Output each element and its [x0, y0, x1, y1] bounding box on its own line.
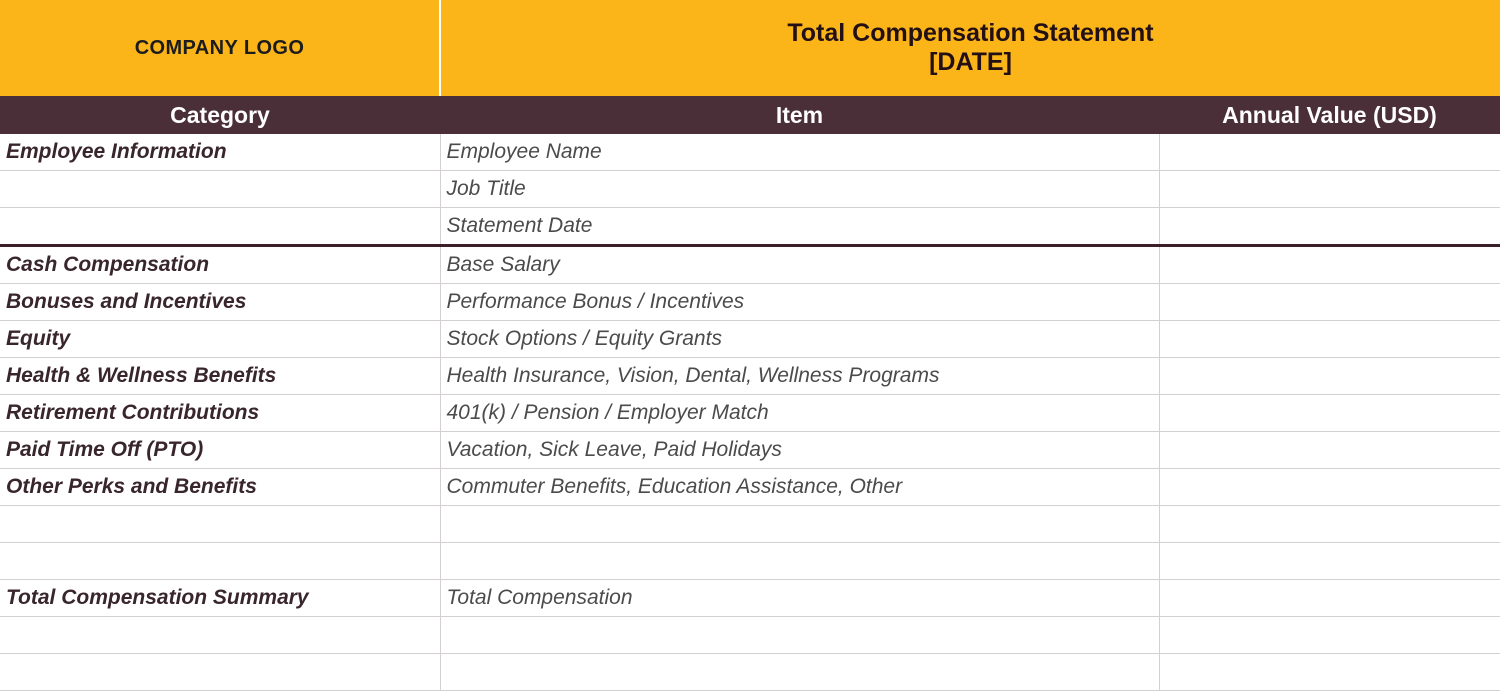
table-row [0, 432, 1500, 469]
row-item-cell[interactable] [440, 617, 1159, 654]
row-category-cell[interactable] [0, 543, 440, 580]
row-item-cell[interactable] [440, 543, 1159, 580]
row-item-cell[interactable]: 401(k) / Pension / Employer Match [440, 395, 1159, 432]
row-category-cell[interactable]: Equity [0, 321, 440, 358]
table-row [0, 134, 1500, 171]
row-item-cell[interactable]: Statement Date [440, 208, 1159, 246]
row-item-cell[interactable] [440, 506, 1159, 543]
table-row [0, 654, 1500, 691]
row-annual-value-cell[interactable] [1159, 208, 1500, 246]
row-item-cell[interactable]: Base Salary [440, 246, 1159, 284]
row-annual-value-cell[interactable] [1159, 580, 1500, 617]
row-item-cell[interactable] [440, 654, 1159, 691]
row-category-cell[interactable] [0, 171, 440, 208]
row-category-cell[interactable]: Employee Information [0, 134, 440, 171]
table-row [0, 246, 1500, 284]
column-header-category: Category [0, 96, 440, 134]
row-item-cell[interactable]: Job Title [440, 171, 1159, 208]
row-annual-value-cell[interactable] [1159, 395, 1500, 432]
row-annual-value-cell[interactable] [1159, 171, 1500, 208]
row-category-cell[interactable]: Other Perks and Benefits [0, 469, 440, 506]
row-category-cell[interactable]: Cash Compensation [0, 246, 440, 284]
table-row [0, 506, 1500, 543]
table-row [0, 395, 1500, 432]
company-logo-text: COMPANY LOGO [134, 36, 305, 59]
row-annual-value-cell[interactable] [1159, 506, 1500, 543]
column-header-item: Item [440, 96, 1159, 134]
table-row [0, 358, 1500, 395]
table-row [0, 284, 1500, 321]
row-item-cell[interactable]: Health Insurance, Vision, Dental, Wellness Programs [440, 358, 1159, 395]
row-item-cell[interactable]: Stock Options / Equity Grants [440, 321, 1159, 358]
row-annual-value-cell[interactable] [1159, 654, 1500, 691]
title-band-row [0, 0, 1500, 96]
row-item-cell[interactable]: Total Compensation [440, 580, 1159, 617]
row-category-cell[interactable]: Total Compensation Summary [0, 580, 440, 617]
row-category-cell[interactable] [0, 617, 440, 654]
document-title-cell [440, 0, 1500, 96]
row-annual-value-cell[interactable] [1159, 358, 1500, 395]
statement-date-placeholder: [DATE] [929, 48, 1012, 76]
row-annual-value-cell[interactable] [1159, 469, 1500, 506]
page-title: Total Compensation Statement [787, 18, 1154, 47]
row-category-cell[interactable]: Retirement Contributions [0, 395, 440, 432]
table-row [0, 321, 1500, 358]
row-annual-value-cell[interactable] [1159, 134, 1500, 171]
row-item-cell[interactable]: Commuter Benefits, Education Assistance, Other [440, 469, 1159, 506]
row-item-cell[interactable]: Performance Bonus / Incentives [440, 284, 1159, 321]
table-row [0, 580, 1500, 617]
row-category-cell[interactable] [0, 654, 440, 691]
row-category-cell[interactable]: Health & Wellness Benefits [0, 358, 440, 395]
row-annual-value-cell[interactable] [1159, 617, 1500, 654]
row-category-cell[interactable] [0, 208, 440, 246]
table-row [0, 469, 1500, 506]
table-row [0, 617, 1500, 654]
row-item-cell[interactable]: Vacation, Sick Leave, Paid Holidays [440, 432, 1159, 469]
row-item-cell[interactable]: Employee Name [440, 134, 1159, 171]
company-logo-cell [0, 0, 440, 96]
row-annual-value-cell[interactable] [1159, 321, 1500, 358]
table-row [0, 208, 1500, 246]
column-header-row [0, 96, 1500, 134]
row-annual-value-cell[interactable] [1159, 284, 1500, 321]
table-row [0, 171, 1500, 208]
row-annual-value-cell[interactable] [1159, 432, 1500, 469]
column-header-annual-value: Annual Value (USD) [1159, 96, 1500, 134]
row-category-cell[interactable] [0, 506, 440, 543]
table-body [0, 134, 1500, 691]
row-annual-value-cell[interactable] [1159, 246, 1500, 284]
row-annual-value-cell[interactable] [1159, 543, 1500, 580]
row-category-cell[interactable]: Paid Time Off (PTO) [0, 432, 440, 469]
table-row [0, 543, 1500, 580]
row-category-cell[interactable]: Bonuses and Incentives [0, 284, 440, 321]
